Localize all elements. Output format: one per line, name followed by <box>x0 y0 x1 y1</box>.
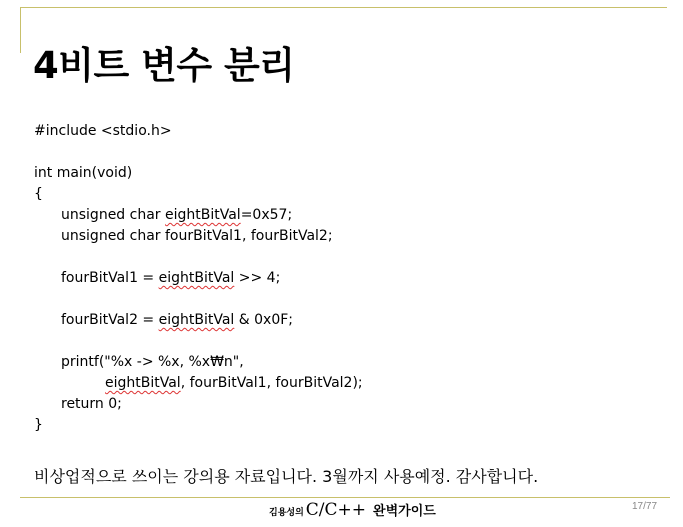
code-text: >> 4; <box>234 270 281 286</box>
code-line-return: return 0; <box>61 396 122 412</box>
code-text: , fourBitVal1, fourBitVal2); <box>180 375 363 391</box>
code-line-main: int main(void) <box>34 165 133 181</box>
code-line-mask <box>34 310 293 331</box>
code-text: fourBitVal1 = <box>61 270 159 286</box>
code-line-close-brace: } <box>34 417 43 433</box>
code-line-shift <box>34 268 280 289</box>
spell-marked-identifier: eightBitVal <box>105 375 181 391</box>
brand-guide: 완벽가이드 <box>373 504 436 519</box>
spell-marked-identifier: eightBitVal <box>165 207 241 223</box>
code-line-decl1 <box>34 205 292 226</box>
code-line-printf: printf("%x -> %x, %x₩n", <box>61 354 244 370</box>
brand-author: 김용성의 <box>269 508 304 518</box>
slide-title: 4비트 변수 분리 <box>33 44 295 87</box>
code-line-include: #include <stdio.h> <box>34 123 172 139</box>
left-accent-line <box>20 7 21 53</box>
top-divider <box>20 7 667 8</box>
brand-language: C/C++ <box>305 500 367 520</box>
code-text: & 0x0F; <box>234 312 293 328</box>
page-number: 17/77 <box>632 501 658 512</box>
bottom-divider <box>20 497 670 498</box>
code-line-decl2: unsigned char fourBitVal1, fourBitVal2; <box>61 228 333 244</box>
spell-marked-identifier: eightBitVal <box>158 270 235 286</box>
code-text: fourBitVal2 = <box>61 312 159 328</box>
code-line-open-brace: { <box>34 186 43 202</box>
code-line-printf-args <box>34 373 363 394</box>
spell-marked-identifier: eightBitVal <box>158 312 235 328</box>
usage-note: 비상업적으로 쓰이는 강의용 자료입니다. 3월까지 사용예정. 감사합니다. <box>34 467 539 486</box>
code-text: unsigned char <box>61 207 165 223</box>
code-text: =0x57; <box>240 207 293 223</box>
footer-brand <box>269 500 436 520</box>
